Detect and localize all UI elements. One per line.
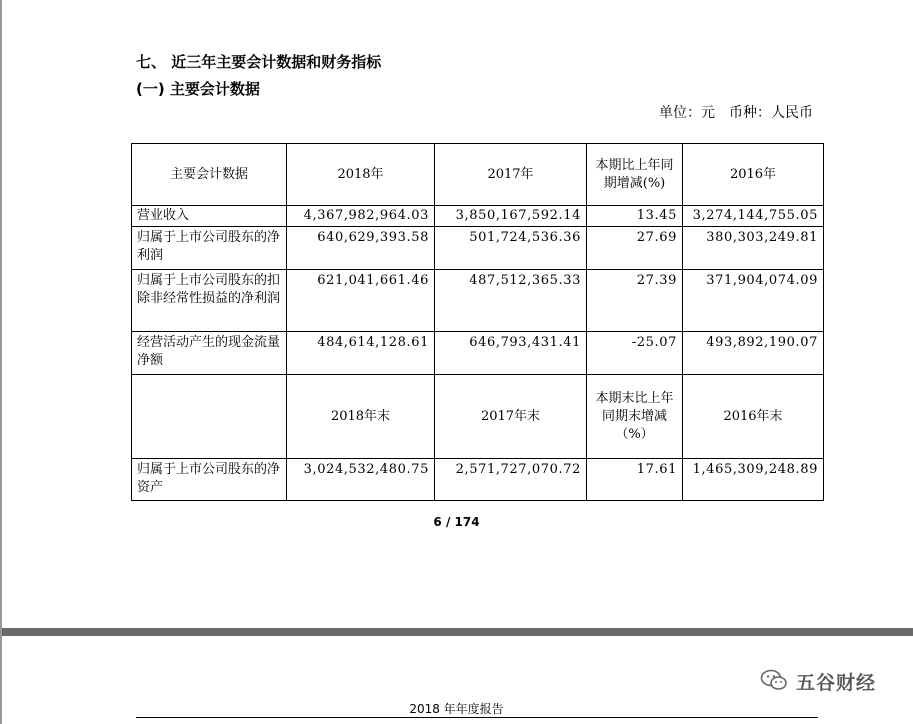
table-header-row [132, 375, 824, 459]
table-row [132, 332, 824, 375]
value-cell: 493,892,190.07 [683, 332, 824, 375]
value-cell: 501,724,536.36 [435, 227, 587, 270]
value-cell: 3,024,532,480.75 [287, 459, 435, 501]
value-cell: 621,041,661.46 [287, 270, 435, 332]
value-cell: 487,512,365.33 [435, 270, 587, 332]
table-row [132, 206, 824, 227]
header-cell: 2016年 [683, 144, 824, 206]
footer-rule [136, 717, 818, 718]
row-label: 归属于上市公司股东的净资产 [132, 459, 287, 501]
wechat-icon [760, 669, 788, 695]
accounting-data-table [131, 143, 824, 501]
value-cell: 1,465,309,248.89 [683, 459, 824, 501]
page-number: 6 / 174 [433, 515, 480, 529]
watermark [760, 668, 876, 695]
value-cell: 646,793,431.41 [435, 332, 587, 375]
header-cell: 2017年 [435, 144, 587, 206]
header-cell: 2016年末 [683, 375, 824, 459]
change-cell: 17.61 [587, 459, 683, 501]
change-cell: 27.69 [587, 227, 683, 270]
header-cell: 2018年 [287, 144, 435, 206]
change-cell: 27.39 [587, 270, 683, 332]
change-cell: 13.45 [587, 206, 683, 227]
header-cell: 主要会计数据 [132, 144, 287, 206]
row-label: 归属于上市公司股东的扣除非经常性损益的净利润 [132, 270, 287, 332]
change-cell: -25.07 [587, 332, 683, 375]
value-cell: 2,571,727,070.72 [435, 459, 587, 501]
unit-label: 单位：元 [659, 105, 715, 121]
value-cell: 4,367,982,964.03 [287, 206, 435, 227]
currency-label: 币种：人民币 [729, 105, 813, 121]
header-cell: 2017年末 [435, 375, 587, 459]
table-row [132, 270, 824, 332]
row-label: 经营活动产生的现金流量净额 [132, 332, 287, 375]
value-cell: 640,629,393.58 [287, 227, 435, 270]
subsection-title: (一) 主要会计数据 [136, 80, 260, 98]
section-title: 七、 近三年主要会计数据和财务指标 [136, 53, 382, 71]
value-cell: 380,303,249.81 [683, 227, 824, 270]
row-label: 归属于上市公司股东的净利润 [132, 227, 287, 270]
value-cell: 3,274,144,755.05 [683, 206, 824, 227]
value-cell: 3,850,167,592.14 [435, 206, 587, 227]
report-footer-title: 2018 年年度报告 [409, 702, 504, 716]
unit-line [0, 102, 813, 122]
value-cell: 484,614,128.61 [287, 332, 435, 375]
value-cell: 371,904,074.09 [683, 270, 824, 332]
page-gap [0, 628, 913, 636]
header-cell: 本期末比上年同期末增减（%） [587, 375, 683, 459]
header-cell [132, 375, 287, 459]
watermark-text: 五谷财经 [796, 672, 877, 694]
header-cell: 本期比上年同期增减(%) [587, 144, 683, 206]
row-label: 营业收入 [132, 206, 287, 227]
table-row [132, 459, 824, 501]
table-row [132, 227, 824, 270]
header-cell: 2018年末 [287, 375, 435, 459]
table-header-row [132, 144, 824, 206]
